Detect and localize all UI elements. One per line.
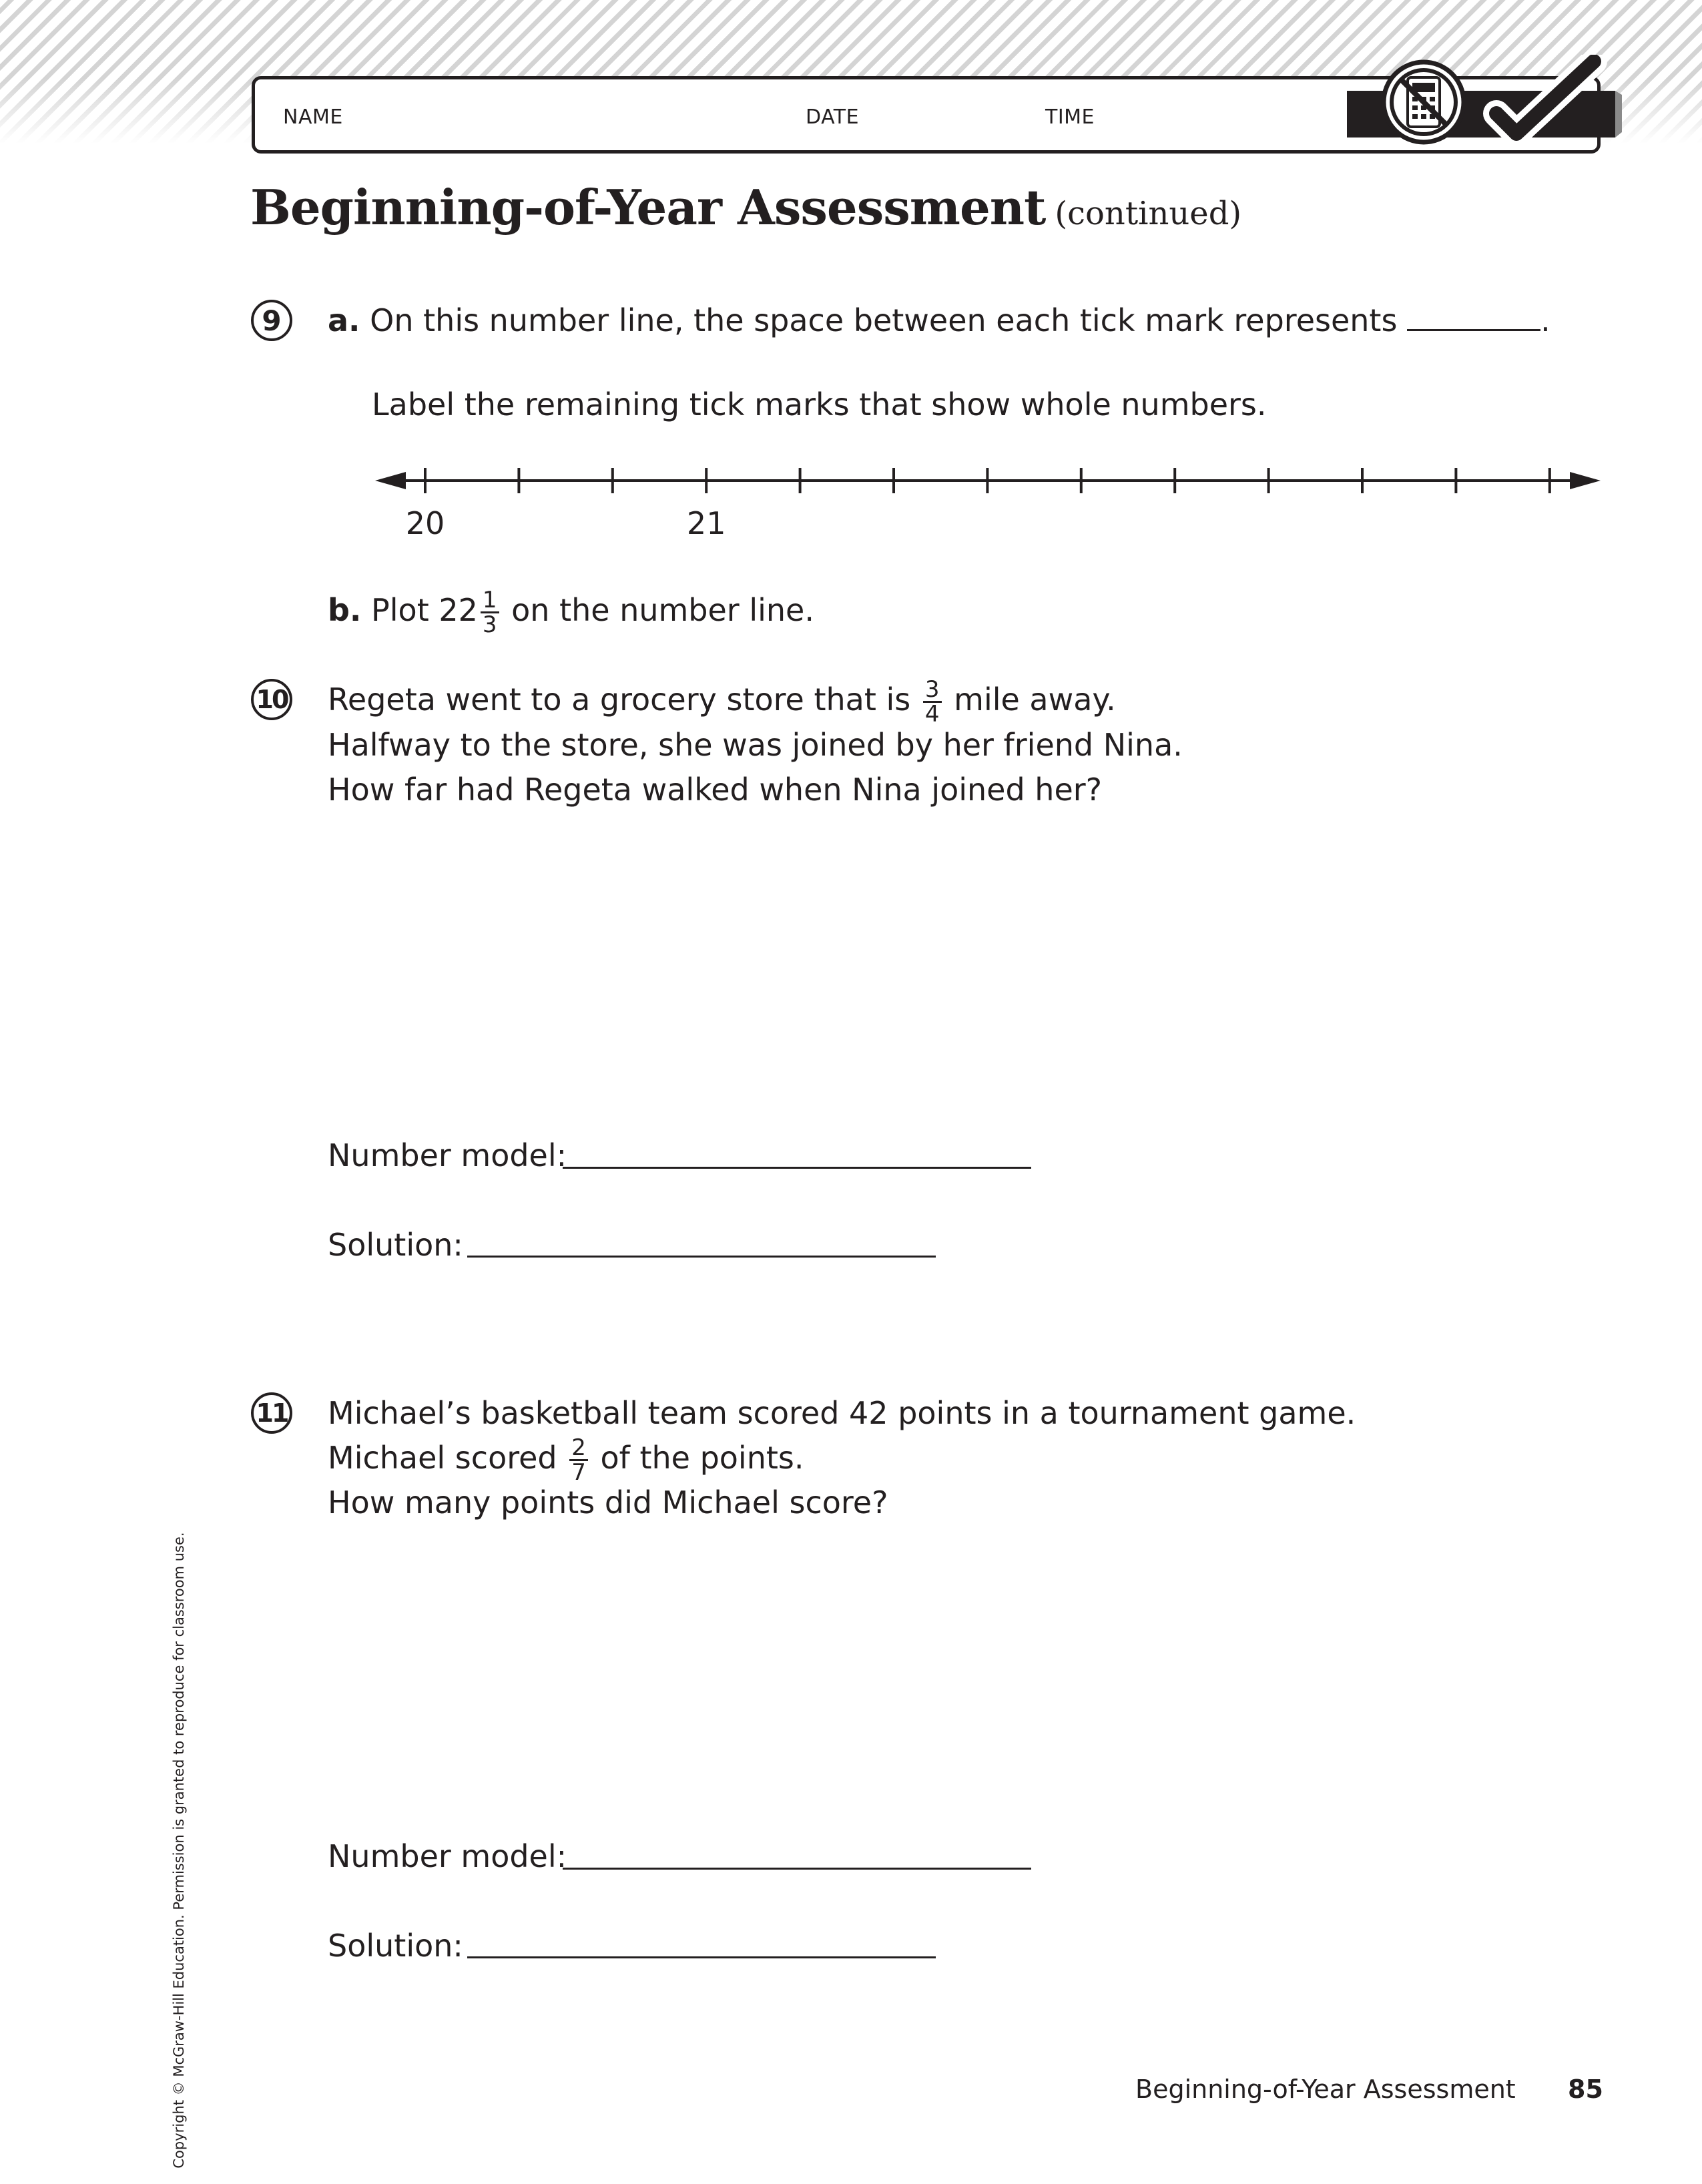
title-main: Beginning-of-Year Assessment	[250, 179, 1046, 236]
q11-line-2-before: Michael scored	[328, 1440, 557, 1476]
q10-fraction	[923, 678, 942, 726]
copyright-notice: Copyright © McGraw-Hill Education. Permission is granted to reproduce for classroom use.	[171, 1532, 187, 2169]
assessment-badge	[1342, 55, 1622, 148]
no-calculator-icon	[1384, 62, 1464, 142]
q10-solution-line[interactable]	[467, 1256, 936, 1258]
q10-solution-label: Solution:	[328, 1227, 463, 1263]
q9b-frac-numerator: 1	[481, 589, 499, 613]
number-line-label: 21	[686, 505, 726, 541]
q9b-label: b.	[328, 592, 362, 628]
q11-number-model-line[interactable]	[563, 1868, 1031, 1870]
q11-frac-denominator: 7	[571, 1459, 586, 1486]
question-11-number: 11	[251, 1392, 292, 1434]
number-line-labels	[406, 505, 726, 541]
q11-line-2-after: of the points.	[600, 1440, 804, 1476]
q10-line-3: How far had Regeta walked when Nina joined her?	[328, 772, 1103, 808]
name-label: NAME	[283, 105, 343, 129]
q9b-frac-denominator: 3	[482, 611, 497, 638]
q9a-period: .	[1540, 302, 1550, 338]
title-sub: (continued)	[1055, 195, 1242, 232]
q11-line-3: How many points did Michael score?	[328, 1484, 888, 1521]
page-title	[250, 179, 1241, 236]
q10-line-1-before: Regeta went to a grocery store that is	[328, 681, 911, 718]
page-number: 85	[1568, 2075, 1603, 2104]
footer-title: Beginning-of-Year Assessment	[1135, 2075, 1516, 2104]
q11-number-model-label: Number model:	[328, 1838, 567, 1874]
q9b-fraction	[481, 589, 499, 636]
date-label: DATE	[806, 105, 860, 129]
q10-line-1-after: mile away.	[954, 681, 1116, 718]
q11-frac-numerator: 2	[569, 1436, 588, 1461]
badge-shadow	[1615, 91, 1622, 138]
q9a-instruction: Label the remaining tick marks that show whole numbers.	[372, 386, 1267, 423]
q11-line-2	[328, 1435, 804, 1484]
q11-solution-label: Solution:	[328, 1928, 463, 1964]
q9a-text	[328, 298, 1550, 343]
q9a-label: a.	[328, 302, 360, 338]
q10-frac-numerator: 3	[923, 678, 942, 703]
number-line[interactable]	[374, 454, 1602, 561]
time-label: TIME	[1045, 105, 1095, 129]
q10-line-1	[328, 677, 1116, 726]
q9b-text-after: on the number line.	[511, 592, 814, 628]
q10-number-model-label: Number model:	[328, 1137, 567, 1173]
q10-number-model-line[interactable]	[563, 1167, 1031, 1169]
q11-line-1: Michael’s basketball team scored 42 points in a tournament game.	[328, 1395, 1356, 1431]
number-line-left-arrow	[375, 472, 406, 489]
question-10-number: 10	[251, 679, 292, 720]
q9a-question: On this number line, the space between each tick mark represents	[370, 302, 1398, 338]
number-line-right-arrow	[1570, 472, 1601, 489]
q11-solution-line[interactable]	[467, 1956, 936, 1958]
number-line-label: 20	[405, 505, 445, 541]
question-9-number: 9	[251, 300, 292, 341]
q10-line-2: Halfway to the store, she was joined by her friend Nina.	[328, 727, 1183, 763]
q9b-text	[328, 587, 814, 636]
q9b-text-before: Plot 22	[371, 592, 478, 628]
q11-fraction	[569, 1436, 588, 1484]
q10-frac-denominator: 4	[924, 701, 940, 728]
q9a-answer-blank[interactable]	[1407, 302, 1540, 331]
